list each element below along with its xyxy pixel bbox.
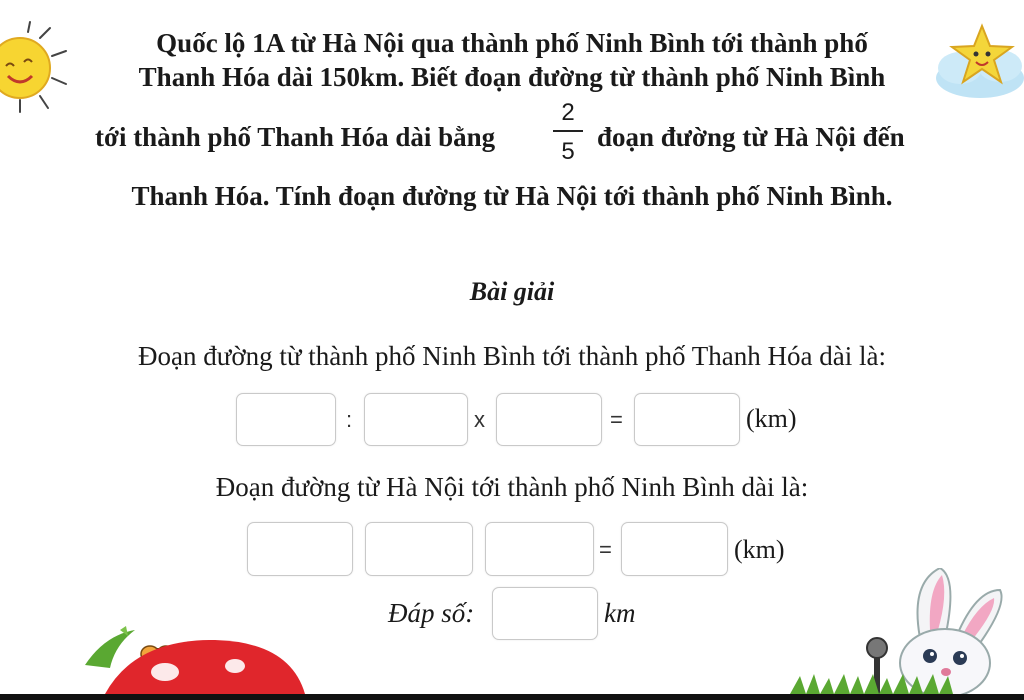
step1-input-1[interactable] xyxy=(236,393,336,446)
step2-text: Đoạn đường từ Hà Nội tới thành phố Ninh Bình dài là: xyxy=(215,472,809,502)
step1-multiply-sign: x xyxy=(474,407,485,432)
step1-input-3[interactable] xyxy=(496,393,602,446)
problem-line-1: Quốc lộ 1A từ Hà Nội qua thành phố Ninh Bình tới thành phố xyxy=(156,28,868,58)
fraction-bar xyxy=(553,130,583,132)
fraction-denominator: 5 xyxy=(561,138,575,165)
step2-input-1[interactable] xyxy=(247,522,353,576)
step1-equals-sign: = xyxy=(610,407,623,432)
step2-result-input[interactable] xyxy=(621,522,728,576)
step1-text: Đoạn đường từ thành phố Ninh Bình tới thành phố Thanh Hóa dài là: xyxy=(138,341,886,371)
solution-heading: Bài giải xyxy=(469,277,555,306)
problem-line-4: Thanh Hóa. Tính đoạn đường từ Hà Nội tới thành phố Ninh Bình. xyxy=(131,181,893,211)
step1-input-2[interactable] xyxy=(364,393,468,446)
mushroom-icon xyxy=(95,640,305,694)
step1-unit: (km) xyxy=(746,404,797,433)
problem-line-3-start: tới thành phố Thanh Hóa dài bằng xyxy=(95,122,496,152)
problem-line-3-end: đoạn đường từ Hà Nội đến xyxy=(597,122,905,152)
step2-input-2[interactable] xyxy=(485,522,594,576)
step2-unit: (km) xyxy=(734,535,785,564)
answer-label: Đáp số: xyxy=(388,598,475,628)
answer-input[interactable] xyxy=(492,587,598,640)
answer-unit: km xyxy=(604,598,636,628)
step2-operator-input[interactable] xyxy=(365,522,473,576)
step1-result-input[interactable] xyxy=(634,393,740,446)
problem-line-2: Thanh Hóa dài 150km. Biết đoạn đường từ thành phố Ninh Bình xyxy=(138,62,886,92)
bottom-bar xyxy=(0,694,1024,700)
fraction-numerator: 2 xyxy=(561,99,575,126)
step1-divide-sign: : xyxy=(346,407,353,432)
step2-equals-sign: = xyxy=(599,537,612,562)
grass-icon xyxy=(790,672,1024,694)
